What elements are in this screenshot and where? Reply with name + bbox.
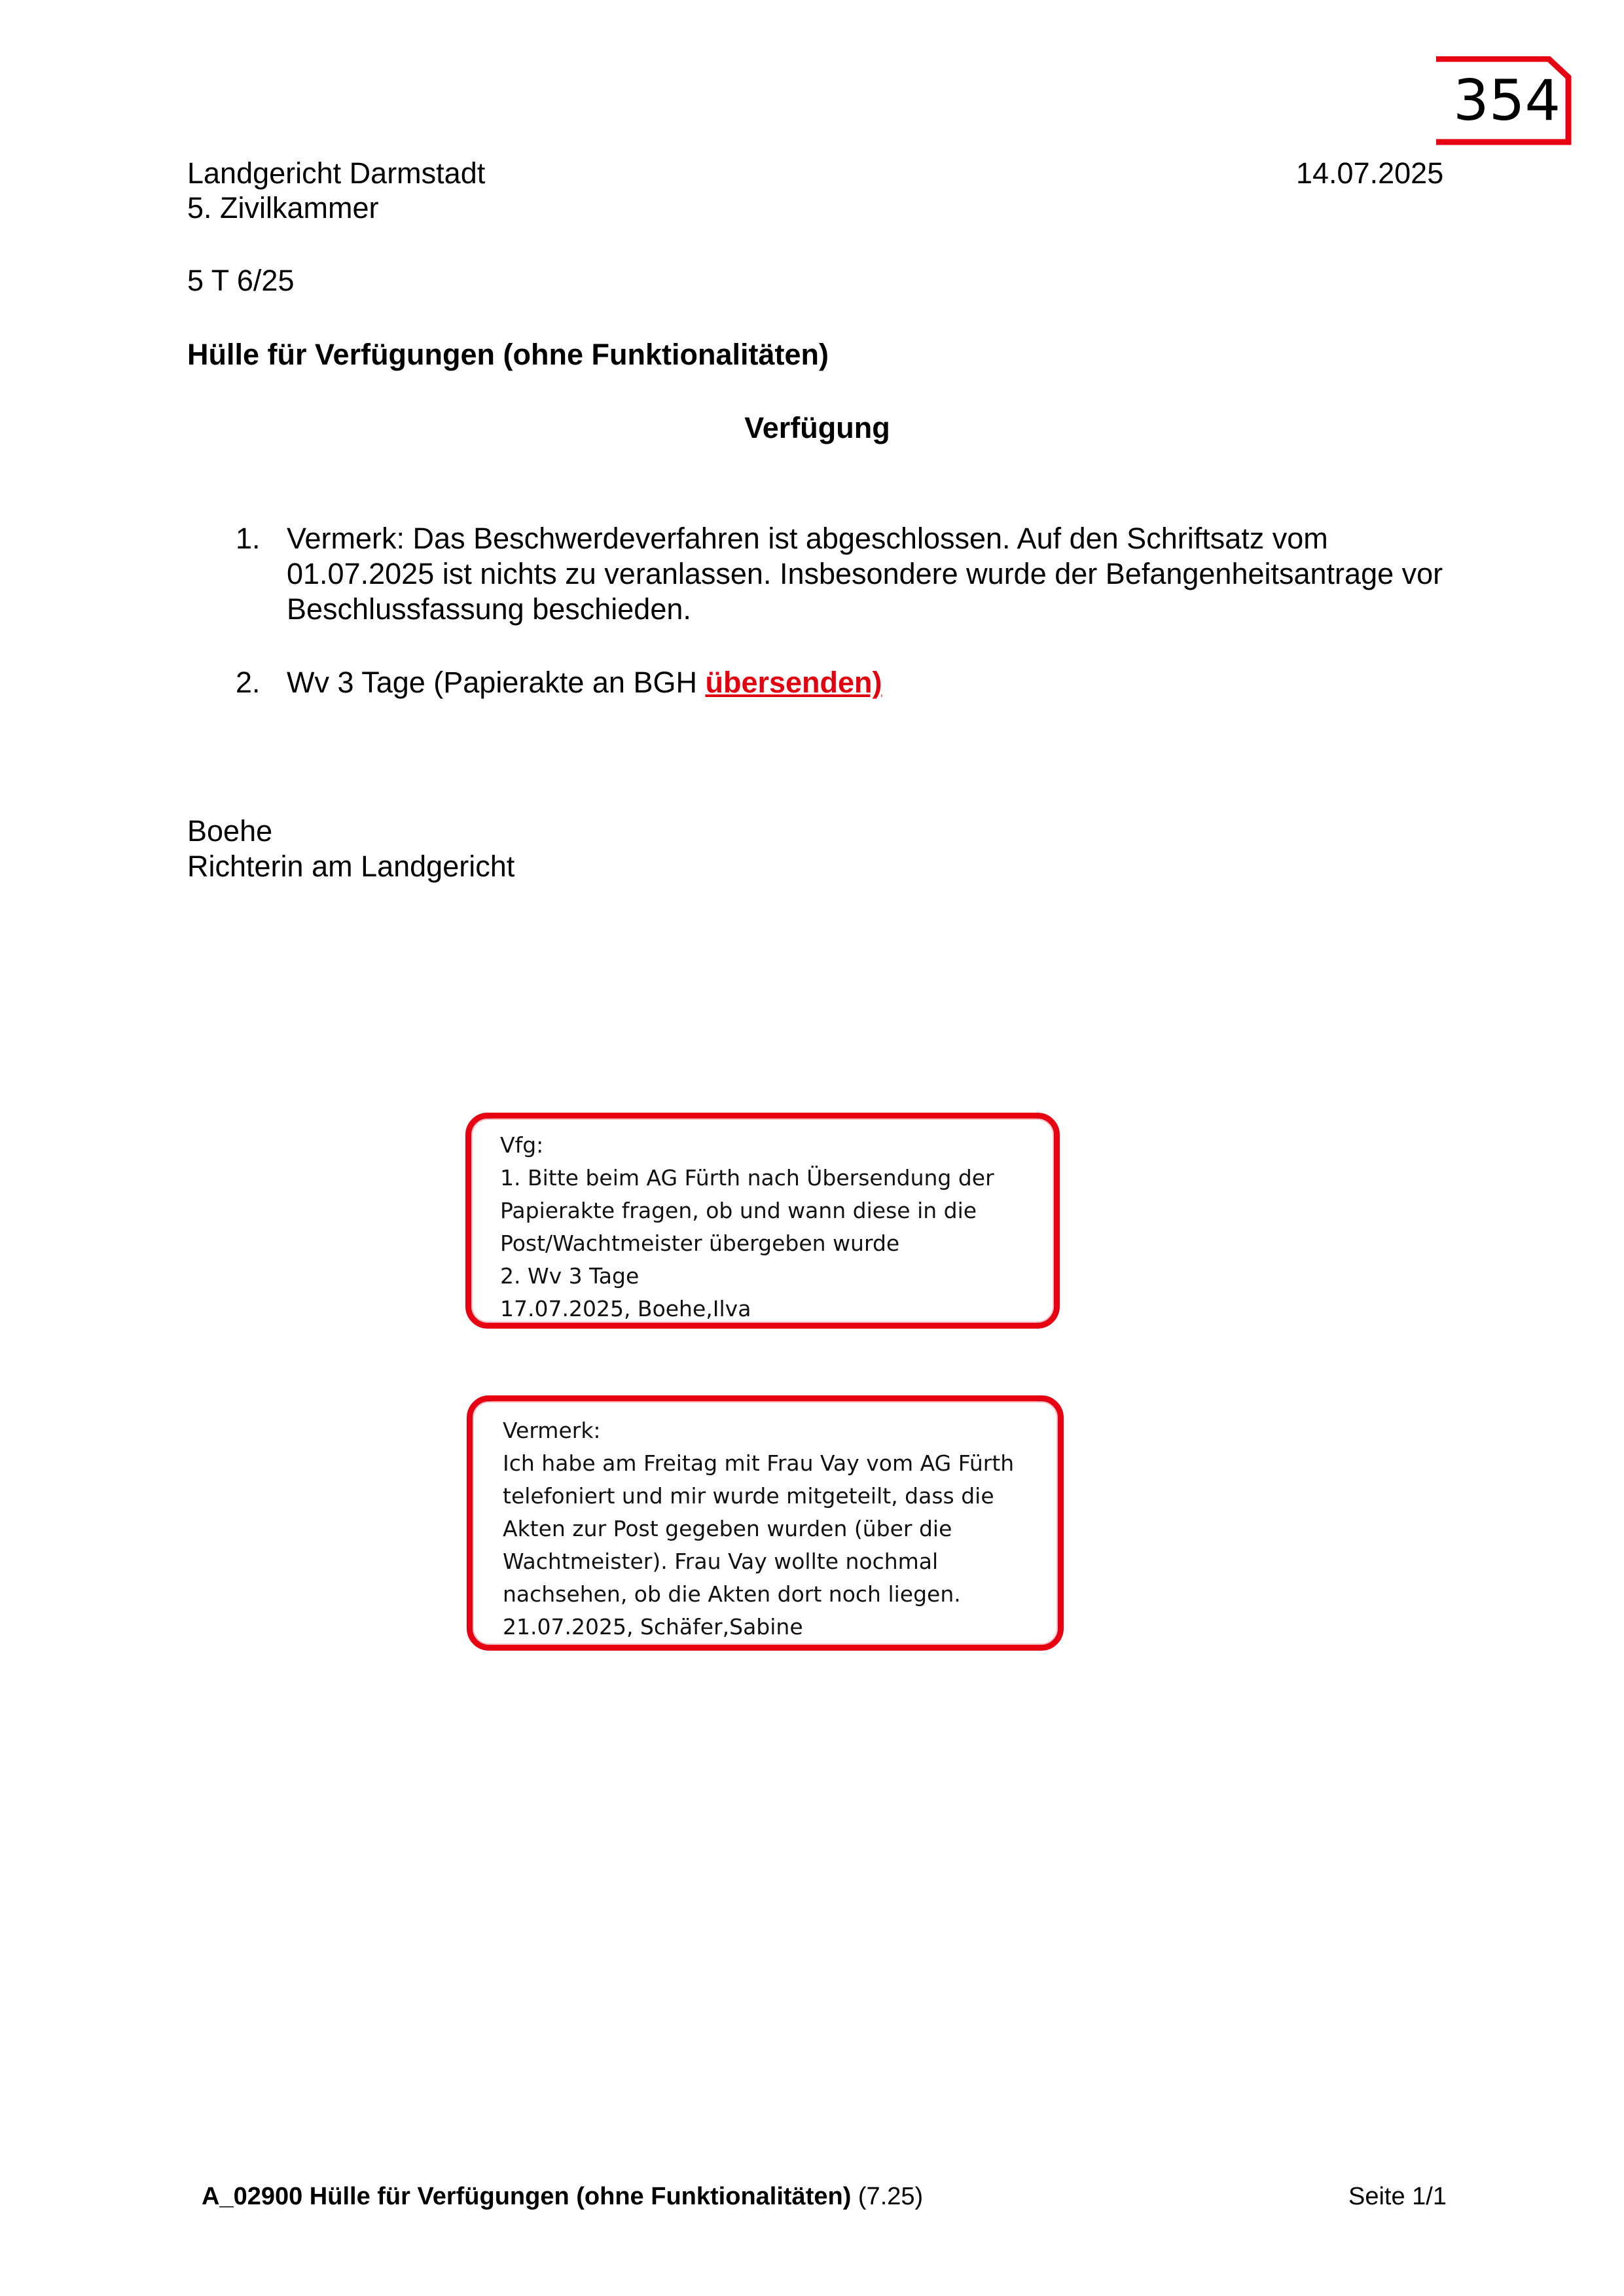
disposition-stamp — [465, 1113, 1060, 1329]
stamp-line: 1. Bitte beim AG Fürth nach Übersendung der — [500, 1165, 994, 1191]
document-heading: Verfügung — [744, 411, 890, 444]
list-item-text: Vermerk: Das Beschwerdeverfahren ist abgeschlossen. Auf den Schriftsatz vom 01.07.2025 ist nichts zu veranlassen. Insbesondere wurde der Befangenheitsantrage vor Beschlussfassung beschieden. — [287, 522, 1443, 626]
list-item — [236, 665, 1479, 704]
document-date: 14.07.2025 — [1296, 156, 1444, 190]
list-item-number: 1. — [236, 522, 261, 555]
signature-title: Richterin am Landgericht — [187, 850, 515, 883]
stamp-line: telefoniert und mir wurde mitgeteilt, dass die — [503, 1483, 994, 1509]
footer-form-title: A_02900 Hülle für Verfügungen (ohne Funktionalitäten) — [202, 2183, 852, 2210]
case-number: 5 T 6/25 — [187, 264, 295, 297]
stamp-line: 2. Wv 3 Tage — [500, 1263, 640, 1289]
chamber-name: 5. Zivilkammer — [187, 191, 379, 224]
footer-version: (7.25) — [851, 2183, 924, 2210]
stamp-line: nachsehen, ob die Akten dort noch liegen. — [503, 1581, 961, 1607]
list-item-text — [287, 665, 1478, 700]
list-item — [236, 521, 1479, 632]
stamp-line: Vfg: — [500, 1132, 544, 1158]
signature-name: Boehe — [187, 814, 273, 848]
stamp-line: 21.07.2025, Schäfer,Sabine — [503, 1614, 803, 1640]
stamp-line: Akten zur Post gegeben wurden (über die — [503, 1516, 952, 1541]
stamp-line: Ich habe am Freitag mit Frau Vay vom AG Fürth — [503, 1450, 1015, 1476]
list-item-text-prefix: Wv 3 Tage (Papierakte an BGH — [287, 666, 706, 699]
page-number: 354 — [1453, 68, 1561, 134]
court-name: Landgericht Darmstadt — [187, 156, 486, 190]
document-subtitle: Hülle für Verfügungen (ohne Funktionalitäten) — [187, 338, 829, 371]
stamp-line: Vermerk: — [503, 1418, 601, 1443]
stamp-line: 17.07.2025, Boehe,Ilva — [500, 1296, 751, 1321]
stamp-line: Post/Wachtmeister übergeben wurde — [500, 1230, 900, 1256]
footer-page: Seite 1/1 — [1348, 2183, 1447, 2210]
footer-form-id — [202, 2181, 923, 2212]
send-link[interactable]: übersenden) — [705, 666, 882, 699]
stamp-line: Papierakte fragen, ob und wann diese in die — [500, 1198, 977, 1223]
stamp-line: Wachtmeister). Frau Vay wollte nochmal — [503, 1549, 939, 1574]
page-number-tag — [1434, 56, 1572, 146]
list-item-number: 2. — [236, 666, 261, 699]
note-stamp — [467, 1395, 1064, 1651]
